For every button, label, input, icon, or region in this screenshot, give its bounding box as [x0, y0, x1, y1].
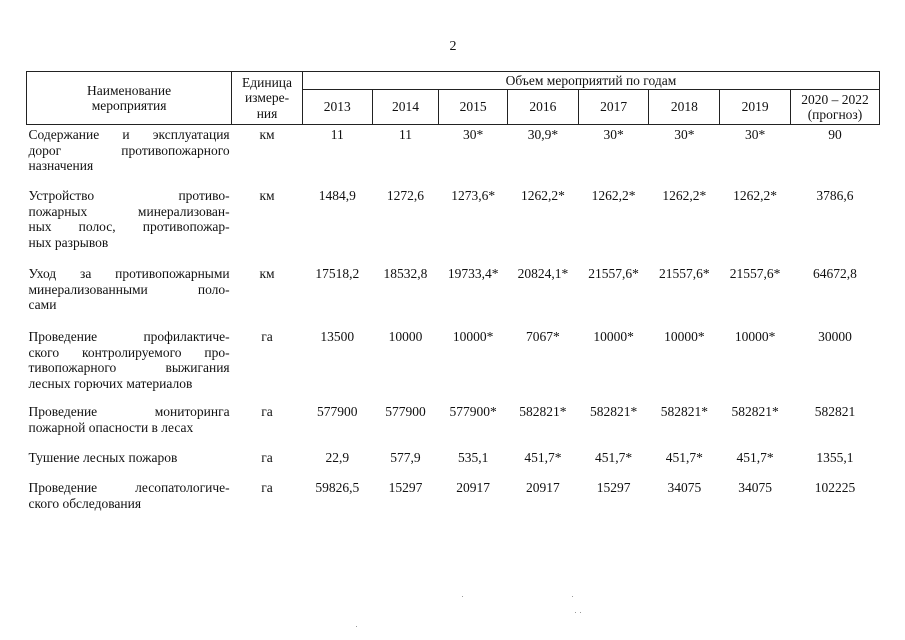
value-cell: 30,9*: [527, 127, 559, 142]
table-row: [27, 479, 880, 514]
value-cell: 20824,1*: [517, 266, 569, 281]
value-cell: 451,7*: [665, 450, 703, 465]
measure-unit: га: [261, 329, 273, 344]
value-cell: 1273,6*: [451, 188, 496, 203]
value-cell: 21557,6*: [659, 266, 710, 281]
value-cell: 30*: [463, 127, 484, 142]
header-year: 2014: [372, 90, 439, 125]
header-year: 2017: [578, 90, 649, 125]
value-cell: 21557,6*: [588, 266, 639, 281]
value-cell: 577900*: [449, 404, 497, 419]
measure-name-line: сами: [28, 297, 57, 312]
value-cell: 59826,5: [315, 480, 360, 495]
table-row: [27, 265, 880, 328]
value-cell: 20917: [456, 480, 491, 495]
value-cell: 18532,8: [383, 266, 428, 281]
value-cell: 1262,2*: [733, 188, 778, 203]
measure-unit: км: [259, 266, 275, 281]
measure-name: [27, 449, 232, 479]
value-cell: 15297: [596, 480, 631, 495]
value-cell: 1262,2*: [591, 188, 636, 203]
value-cell: 582821*: [589, 404, 638, 419]
value-cell: 1262,2*: [662, 188, 707, 203]
value-cell: 11: [398, 127, 412, 142]
measure-name-line: минерализованными поло-: [28, 281, 230, 297]
value-cell: 1484,9: [318, 188, 356, 203]
measure-name-line: назначения: [28, 158, 94, 173]
measure-name-line: ского контролируемого про-: [28, 344, 230, 360]
header-year: 2018: [649, 90, 720, 125]
measure-unit: га: [261, 480, 273, 495]
value-cell: 451,7*: [595, 450, 633, 465]
value-cell: 20917: [526, 480, 560, 495]
header-group-years: Объем мероприятий по годам: [302, 72, 879, 90]
value-cell: 1355,1: [816, 450, 854, 465]
value-cell: 582821*: [519, 404, 567, 419]
header-year: 2016: [508, 90, 579, 125]
header-name: Наименование мероприятия: [27, 72, 232, 125]
measure-name-line: лесных горючих материалов: [28, 375, 193, 391]
value-cell: 102225: [814, 480, 856, 495]
value-cell: 10000*: [664, 329, 705, 344]
measure-unit: га: [261, 450, 273, 465]
value-cell: 34075: [667, 480, 702, 495]
value-cell: 582821*: [731, 404, 779, 419]
measure-name-line: дорог противопожарного: [28, 142, 230, 158]
table-row: [27, 402, 880, 449]
measure-unit: км: [259, 188, 275, 203]
value-cell: 13500: [320, 329, 355, 344]
measure-name-line: Устройство противо-: [28, 188, 230, 203]
measure-unit: км: [259, 127, 275, 142]
value-cell: 535,1: [457, 450, 489, 465]
value-cell: 577,9: [390, 450, 421, 465]
value-cell: 7067*: [526, 329, 560, 344]
value-cell: 10000: [388, 329, 423, 344]
measures-table: [26, 71, 880, 514]
value-cell: 10000*: [452, 329, 494, 344]
measure-name-line: Проведение лесопатологиче-: [28, 480, 230, 495]
header-year: 2013: [302, 90, 372, 125]
value-cell: 582821*: [660, 404, 708, 419]
value-cell: 582821: [814, 404, 856, 419]
header-year: 2015: [439, 90, 508, 125]
measure-unit: га: [261, 404, 273, 419]
value-cell: 3786,6: [816, 188, 854, 203]
measure-name-line: Тушение лесных пожаров: [28, 450, 178, 465]
value-cell: 1262,2*: [520, 188, 565, 203]
value-cell: 30000: [818, 329, 852, 344]
measure-name-line: ского обследования: [28, 495, 142, 511]
value-cell: 17518,2: [315, 266, 360, 281]
table-row: [27, 449, 880, 479]
value-cell: 21557,6*: [729, 266, 781, 281]
value-cell: 90: [828, 127, 842, 142]
header-unit: Единица измере- ния: [232, 72, 303, 125]
value-cell: 11: [330, 127, 344, 142]
value-cell: 19733,4*: [447, 266, 499, 281]
header-year: 2019: [720, 90, 791, 125]
value-cell: 1272,6: [386, 188, 425, 203]
value-cell: 451,7*: [524, 450, 562, 465]
measure-name-line: тивопожарного выжигания: [28, 360, 230, 375]
measure-name: [27, 125, 232, 188]
value-cell: 30*: [603, 127, 624, 142]
measure-name-line: пожарных минерализован-: [28, 203, 230, 219]
table-row: [27, 328, 880, 402]
measure-name-line: ных разрывов: [28, 234, 109, 250]
value-cell: 64672,8: [813, 266, 857, 281]
measure-name-line: Проведение профилактиче-: [28, 329, 230, 344]
page-number: 2: [449, 39, 457, 54]
measure-name-line: Содержание и эксплуатация: [28, 127, 230, 142]
value-cell: 10000*: [593, 329, 634, 344]
value-cell: 22,9: [325, 450, 350, 465]
measure-name-line: пожарной опасности в лесах: [28, 419, 194, 435]
value-cell: 34075: [738, 480, 772, 495]
measure-name-line: Проведение мониторинга: [28, 404, 230, 419]
value-cell: 577900: [317, 404, 358, 419]
value-cell: 577900: [385, 404, 426, 419]
measure-name: [27, 479, 232, 514]
measure-name-line: ных полос, противопожар-: [28, 219, 230, 234]
value-cell: 15297: [388, 480, 423, 495]
value-cell: 451,7*: [736, 450, 774, 465]
table-row: [27, 125, 880, 188]
measure-name: [27, 265, 232, 328]
value-cell: 30*: [674, 127, 695, 142]
table-row: [27, 187, 880, 265]
measure-name: [27, 187, 232, 265]
measure-name: [27, 328, 232, 402]
measure-name: [27, 402, 232, 449]
value-cell: 10000*: [734, 329, 776, 344]
measure-name-line: Уход за противопожарными: [28, 266, 230, 281]
value-cell: 30*: [744, 127, 766, 142]
header-year: 2020 – 2022 (прогноз): [790, 90, 879, 125]
